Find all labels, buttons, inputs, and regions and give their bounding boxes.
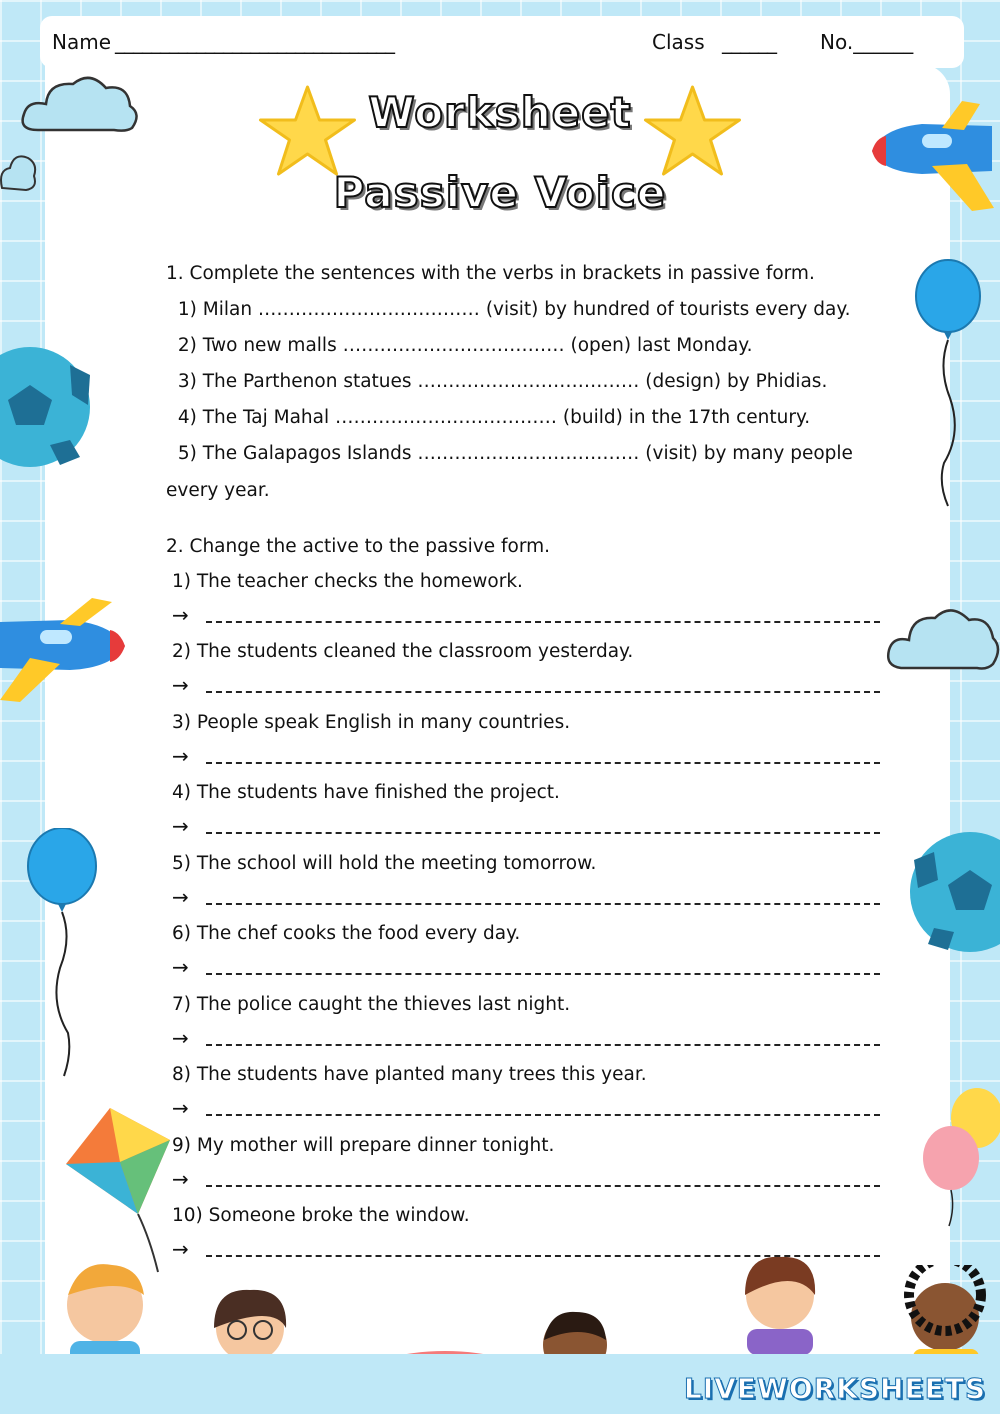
answer-line[interactable] <box>206 621 880 623</box>
liveworksheets-logo[interactable]: LIVEWORKSHEETS <box>683 1372 986 1405</box>
section2-instruction: 2. Change the active to the passive form. <box>166 536 551 557</box>
exercise-sentence: 4) The students have finished the project. <box>172 782 560 803</box>
exercise-sentence: 9) My mother will prepare dinner tonight. <box>172 1135 555 1156</box>
answer-line[interactable] <box>206 691 880 693</box>
answer-row[interactable] <box>172 1026 189 1050</box>
class-label: Class <box>652 30 705 54</box>
worksheet-paper <box>45 64 950 1354</box>
exercise-sentence: 5) The school will hold the meeting tomorrow. <box>172 853 597 874</box>
balloons-icon <box>915 1088 1000 1228</box>
answer-row[interactable] <box>172 603 189 627</box>
cloud-icon <box>885 598 1000 678</box>
balloon-icon <box>908 258 988 508</box>
answer-row[interactable] <box>172 1167 189 1191</box>
answer-line[interactable] <box>206 1044 880 1046</box>
name-field[interactable]: _______________________________ <box>115 30 394 54</box>
number-field[interactable]: No.______ <box>820 30 914 54</box>
worksheet-subtitle: Passive Voice <box>333 168 667 217</box>
ball-icon <box>0 345 92 470</box>
worksheet-title: Worksheet <box>368 88 632 137</box>
answer-line[interactable] <box>206 762 880 764</box>
arrow-icon: → <box>172 1026 189 1050</box>
arrow-icon: → <box>172 1237 189 1261</box>
arrow-icon: → <box>172 744 189 768</box>
child-illustration <box>725 1245 835 1355</box>
answer-line[interactable] <box>206 973 880 975</box>
arrow-icon: → <box>172 955 189 979</box>
answer-row[interactable] <box>172 955 189 979</box>
arrow-icon: → <box>172 1167 189 1191</box>
arrow-icon: → <box>172 885 189 909</box>
class-field[interactable]: ______ <box>722 30 776 54</box>
fill-in-sentence[interactable]: 2) Two new malls ……………………………… (open) last Monday. <box>172 335 753 356</box>
arrow-icon: → <box>172 603 189 627</box>
exercise-sentence: 3) People speak English in many countries. <box>172 712 571 733</box>
answer-row[interactable] <box>172 814 189 838</box>
answer-line[interactable] <box>206 1185 880 1187</box>
fill-in-sentence[interactable]: 4) The Taj Mahal ……………………………… (build) in the 17th century. <box>172 407 811 428</box>
answer-row[interactable] <box>172 885 189 909</box>
section1-instruction: 1. Complete the sentences with the verbs in brackets in passive form. <box>166 263 815 284</box>
answer-line[interactable] <box>206 832 880 834</box>
exercise-sentence: 6) The chef cooks the food every day. <box>172 923 521 944</box>
answer-row[interactable] <box>172 744 189 768</box>
exercise-sentence: 7) The police caught the thieves last night. <box>172 994 571 1015</box>
fill-in-sentence[interactable]: 1) Milan ……………………………… (visit) by hundred of tourists every day. <box>172 299 851 320</box>
sentence-continuation: every year. <box>166 480 270 501</box>
answer-line[interactable] <box>206 1255 880 1257</box>
exercise-sentence: 1) The teacher checks the homework. <box>172 571 523 592</box>
exercise-sentence: 10) Someone broke the window. <box>172 1205 470 1226</box>
arrow-icon: → <box>172 814 189 838</box>
answer-line[interactable] <box>206 1114 880 1116</box>
arrow-icon: → <box>172 1096 189 1120</box>
child-illustration <box>40 1255 170 1365</box>
child-illustration <box>875 1265 1000 1365</box>
answer-row[interactable] <box>172 1096 189 1120</box>
name-label: Name <box>52 30 112 54</box>
arrow-icon: → <box>172 673 189 697</box>
student-info-bar <box>40 16 964 68</box>
answer-line[interactable] <box>206 903 880 905</box>
airplane-icon <box>0 596 130 704</box>
exercise-sentence: 8) The students have planted many trees this year. <box>172 1064 647 1085</box>
answer-row[interactable] <box>172 673 189 697</box>
balloon-icon <box>22 828 102 1078</box>
fill-in-sentence[interactable]: 3) The Parthenon statues ……………………………… (design) by Phidias. <box>172 371 828 392</box>
ball-icon <box>904 830 1000 955</box>
exercise-sentence: 2) The students cleaned the classroom yesterday. <box>172 641 634 662</box>
fill-in-sentence[interactable]: 5) The Galapagos Islands ……………………………… (visit) by many people <box>172 443 853 464</box>
answer-row[interactable] <box>172 1237 189 1261</box>
kite-icon <box>60 1104 180 1274</box>
